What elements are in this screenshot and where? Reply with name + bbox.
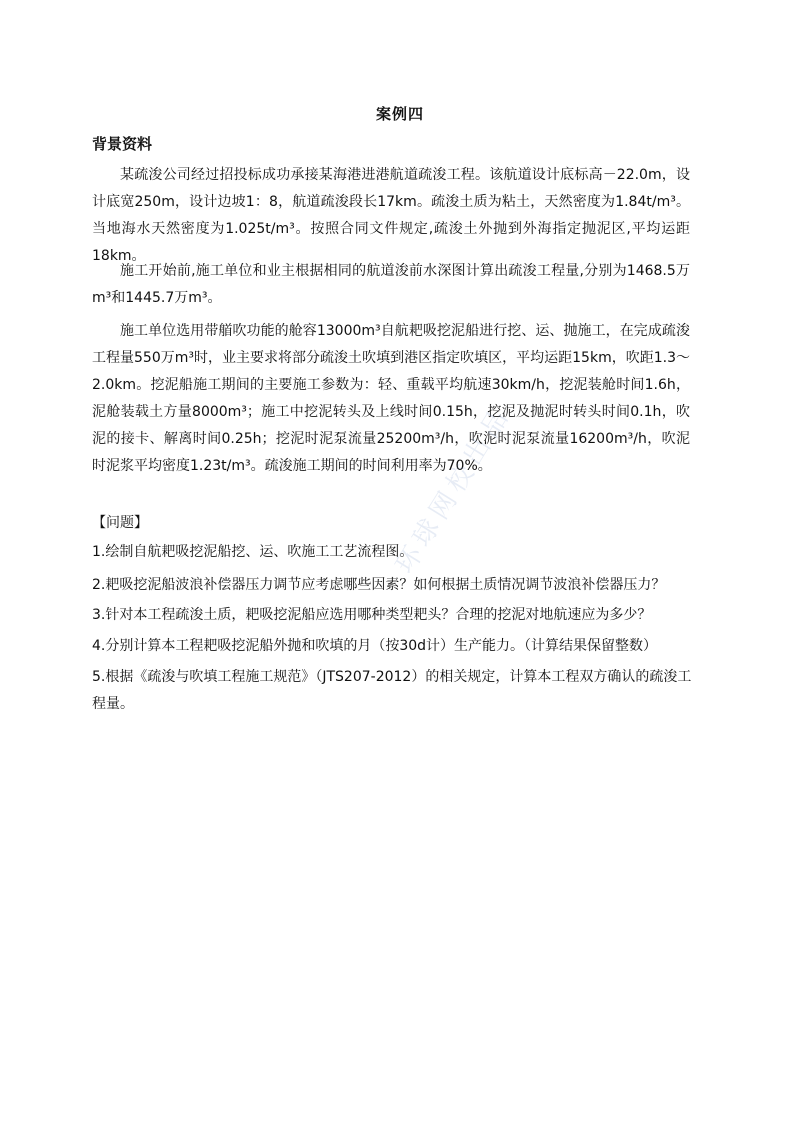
background-paragraph-1: 某疏浚公司经过招投标成功承接某海港进港航道疏浚工程。该航道设计底标高－22.0m，设计底宽250m，设计边坡1：8，航道疏浚段长17km。疏浚土质为粘土，天然密度为1.84t/m³。当地海水天然密度为1.025t/m³。按照合同文件规定,疏浚土外抛到外海指定抛泥区,平均运距18km。 (92, 167, 690, 264)
background-heading: 背景资料 (92, 135, 153, 153)
question-item-1: 1.绘制自航耙吸挖泥船挖、运、吹施工工艺流程图。 (92, 544, 414, 560)
question-item-2: 2.耙吸挖泥船波浪补偿器压力调节应考虑哪些因素？如何根据土质情况调节波浪补偿器压力？ (92, 577, 666, 593)
question-item-5: 5.根据《疏浚与吹填工程施工规范》（JTS207-2012）的相关规定，计算本工程双方确认的疏浚工程量。 (92, 669, 692, 712)
page-title: 案例四 (375, 105, 424, 123)
background-paragraph-2: 施工开始前,施工单位和业主根据相同的航道浚前水深图计算出疏浚工程量,分别为1468.5万m³和1445.7万m³。 (92, 263, 690, 306)
question-item-3: 3.针对本工程疏浚土质，耙吸挖泥船应选用哪种类型耙头？合理的挖泥对地航速应为多少？ (92, 607, 652, 623)
questions-heading: 【问题】 (92, 515, 148, 531)
question-item-4: 4.分别计算本工程耙吸挖泥船外抛和吹填的月（按30d计）生产能力。（计算结果保留整数） (92, 638, 658, 654)
background-paragraph-3: 施工单位选用带艏吹功能的舱容13000m³自航耙吸挖泥船进行挖、运、抛施工，在完成疏浚工程量550万m³时，业主要求将部分疏浚土吹填到港区指定吹填区，平均运距15km，吹距1.3～2.0km。挖泥船施工期间的主要施工参数为：轻、重载平均航速30km/h，挖泥装舱时间1.6h，泥舱装载土方量8000m³；施工中挖泥转头及上线时间0.15h，挖泥及抛泥时转头时间0.1h，吹泥的接卡、解离时间0.25h；挖泥时泥泵流量25200m³/h，吹泥时泥泵流量16200m³/h，吹泥时泥浆平均密度1.23t/m³。疏浚施工期间的时间利用率为70%。 (92, 323, 690, 474)
watermark: 环球网校出品 (390, 400, 518, 580)
